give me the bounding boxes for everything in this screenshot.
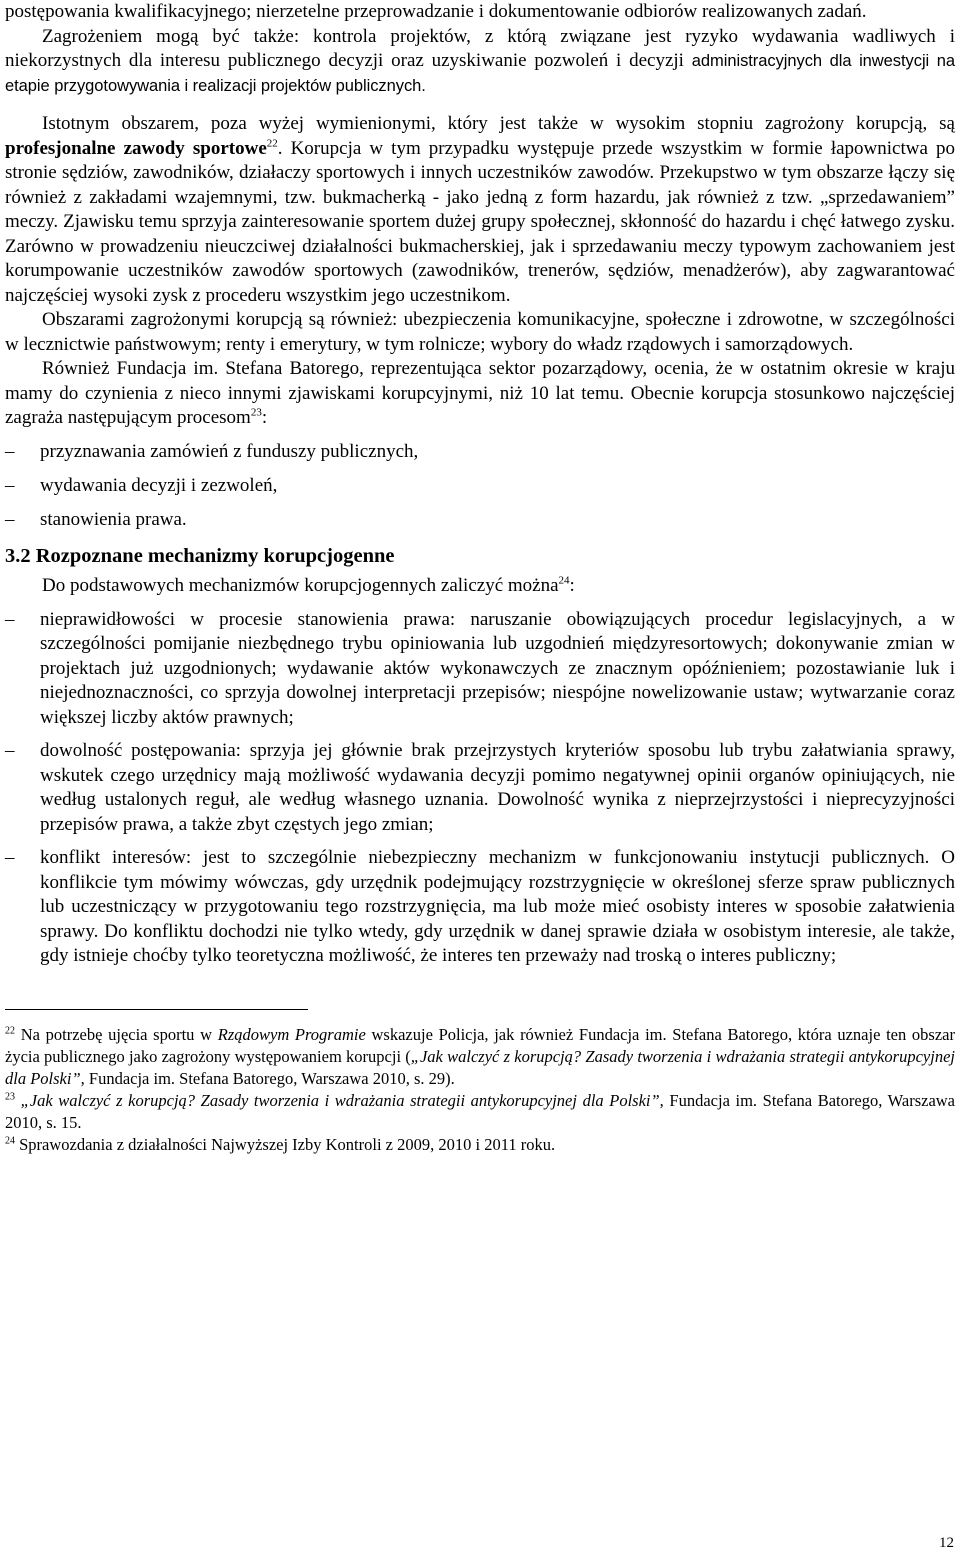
paragraph-mechanisms-text: Do podstawowych mechanizmów korupcjogennych zaliczyć można — [42, 575, 559, 596]
footnote-ref-23[interactable]: 23 — [250, 406, 262, 419]
page-number: 12 — [939, 1535, 954, 1551]
dash-bullet: – — [5, 608, 15, 630]
footnote-italic: „Jak walczyć z korupcją? Zasady tworzenia i wdrażania strategii antykorupcyjnej dla Polski”, — [15, 1090, 664, 1110]
paragraph-mechanisms-colon: : — [569, 575, 575, 596]
paragraph-mechanisms — [5, 574, 955, 599]
footnote-ref-22[interactable]: 22 — [266, 137, 278, 150]
list-item-text: przyznawania zamówień z funduszy publicznych, — [40, 440, 419, 462]
list-item — [5, 608, 955, 731]
footnote-23 — [5, 1090, 955, 1134]
footnotes — [5, 1024, 955, 1156]
list-item-text: stanowienia prawa. — [40, 508, 187, 530]
paragraph-batory — [5, 357, 955, 431]
list-item-text: nieprawidłowości w procesie stanowienia prawa: naruszanie obowiązujących procedur legislacyjnych, a w szczególności pomijanie niezbędnego trybu opiniowania lub uzgodnień międzyresortowych; dokonywanie zmian w projektach już uzgodnionych; wydawanie aktów wykonawczych ze znacznym opóźnieniem; pozostawianie luk i niejednoznaczności, co sprzyja dowolnej interpretacji przepisów; niespójne nowelizowanie ustaw; wytwarzanie coraz większej liczby aktów prawnych; — [40, 608, 955, 728]
paragraph-batory-colon: : — [261, 407, 268, 428]
document-page — [5, 0, 955, 1156]
list-item — [5, 474, 955, 499]
list-item — [5, 440, 955, 465]
paragraph-sport-bold: profesjonalne zawody sportowe — [5, 137, 267, 159]
paragraph-areas: Obszarami zagrożonymi korupcją są również: ubezpieczenia komunikacyjne, społeczne i zdrowotne, w szczególności w lecznictwie państwowym; renty i emerytury, w tym rolnicze; wybory do władz rządowych i samorządowych. — [5, 309, 955, 355]
footnote-24 — [5, 1134, 955, 1156]
footnote-22 — [5, 1024, 955, 1090]
dash-bullet: – — [5, 440, 15, 462]
footnote-separator — [5, 1009, 308, 1010]
list-item-text: dowolność postępowania: sprzyja jej głównie brak przejrzystych kryteriów sposobu lub trybu załatwiania sprawy, wskutek czego urzędnicy mają możliwość wydawania decyzji pomimo negatywnej opinii organów opiniujących, nie według ustalonych reguł, ale według własnego uznania. Dowolność wynika z nieprzejrzystości i nieprecyzyjności przepisów prawa, a także zbyt częstych jego zmian; — [40, 740, 955, 835]
paragraph-continuation: postępowania kwalifikacyjnego; nierzetelne przeprowadzanie i dokumentowanie odbiorów realizowanych zadań. — [5, 1, 867, 22]
footnote-number: 23 — [5, 1091, 15, 1102]
footnote-text: Sprawozdania z działalności Najwyższej Izby Kontroli z 2009, 2010 i 2011 roku. — [15, 1134, 556, 1154]
dash-bullet: – — [5, 740, 15, 761]
list-item — [5, 846, 955, 969]
paragraph-batory-text: Również Fundacja im. Stefana Batorego, reprezentująca sektor pozarządowy, ocenia, że w ostatnim okresie w kraju mamy do czynienia z nieco innymi zjawiskami korupcyjnymi, niż 10 lat temu. Obecnie korupcja stosunkowo najczęściej zagraża następującym procesom — [5, 358, 955, 428]
list-item-text: konflikt interesów: jest to szczególnie niebezpieczny mechanizm w funkcjonowaniu instytucji publicznych. O konflikcie tym mówimy wówczas, gdy urzędnik podejmujący rozstrzygnięcie w określonej sferze spraw publicznych lub uczestniczący w przygotowaniu tego rozstrzygnięcia, ma lub może mieć osobisty interes w sposobie załatwienia sprawy. Do konfliktu dochodzi nie tylko wtedy, gdy urzędnik w danej sprawie działa w osobistym interesie, ale także, gdy istnieje choćby tylko teoretyczna możliwość, że interes ten przeważy nad troską o interes publiczny; — [40, 847, 955, 966]
list-item-text: wydawania decyzji i zezwoleń, — [40, 474, 278, 496]
paragraph-threats-text: Zagrożeniem mogą być także: kontrola projektów, z którą związane jest ryzyko wydawania wadliwych i niekorzystnych dla interesu publicznego decyzji oraz uzyskiwanie pozwoleń i decyzji — [5, 25, 955, 71]
footnote-text: wskazuje Policja, jak również Fundacja im. Stefana Batorego, która uznaje ten obszar życia publicznego jako zagrożony występowaniem korupcji ( — [5, 1024, 955, 1066]
list-item — [5, 739, 955, 837]
footnote-text: Na potrzebę ujęcia sportu w — [15, 1024, 218, 1044]
paragraph-threats-sans: administracyjnych dla inwestycji na etapie przygotowywania i realizacji projektów publicznych. — [5, 52, 956, 95]
footnote-text: Fundacja im. Stefana Batorego, Warszawa 2010, s. 15. — [5, 1090, 956, 1132]
footnote-number: 24 — [5, 1135, 15, 1146]
paragraph-sport-rest: . Korupcja w tym przypadku występuje przede wszystkim w formie łapownictwa po stronie sędziów, zawodników, działaczy sportowych i innych uczestników zawodów. Przekupstwo w tym obszarze łączy się również z zakładami wzajemnymi, tzw. bukmacherką - jako jedną z form hazardu, jak również z tzw. „sprzedawaniem” meczy. Zjawisku temu sprzyja zainteresowanie sportem dużej grupy społecznej, skłonność do hazardu i chęć łatwego zysku. Zarówno w prowadzeniu nieuczciwej działalności bukmacherskiej, jak i sprzedawaniu meczy typowym zachowaniem jest korumpowanie uczestników zawodów sportowych (zawodników, trenerów, sędziów, menadżerów), aby zagwarantować najczęściej wysoki zysk z procederu wszystkim jego uczestnikom. — [5, 137, 955, 306]
paragraph-sport-intro: Istotnym obszarem, poza wyżej wymienionymi, który jest także w wysokim stopniu zagrożony korupcją, są — [42, 113, 955, 134]
footnote-number: 22 — [5, 1025, 15, 1036]
paragraph-sport — [5, 112, 955, 308]
footnote-italic: „Jak walczyć z korupcją? Zasady tworzenia i wdrażania strategii antykorupcyjnej dla Polski”, — [5, 1046, 955, 1088]
footnote-italic: Rządowym Programie — [217, 1024, 366, 1044]
mechanisms-list — [5, 608, 955, 969]
dash-bullet: – — [5, 474, 15, 496]
dash-bullet: – — [5, 847, 15, 868]
list-item — [5, 508, 955, 533]
footnote-text: Fundacja im. Stefana Batorego, Warszawa 2010, s. 29). — [84, 1068, 455, 1088]
footnote-ref-24[interactable]: 24 — [558, 574, 570, 587]
section-heading: 3.2 Rozpoznane mechanizmy korupcjogenne — [5, 545, 395, 567]
dash-bullet: – — [5, 508, 15, 530]
paragraph-threats — [5, 25, 955, 99]
process-list — [5, 440, 955, 533]
